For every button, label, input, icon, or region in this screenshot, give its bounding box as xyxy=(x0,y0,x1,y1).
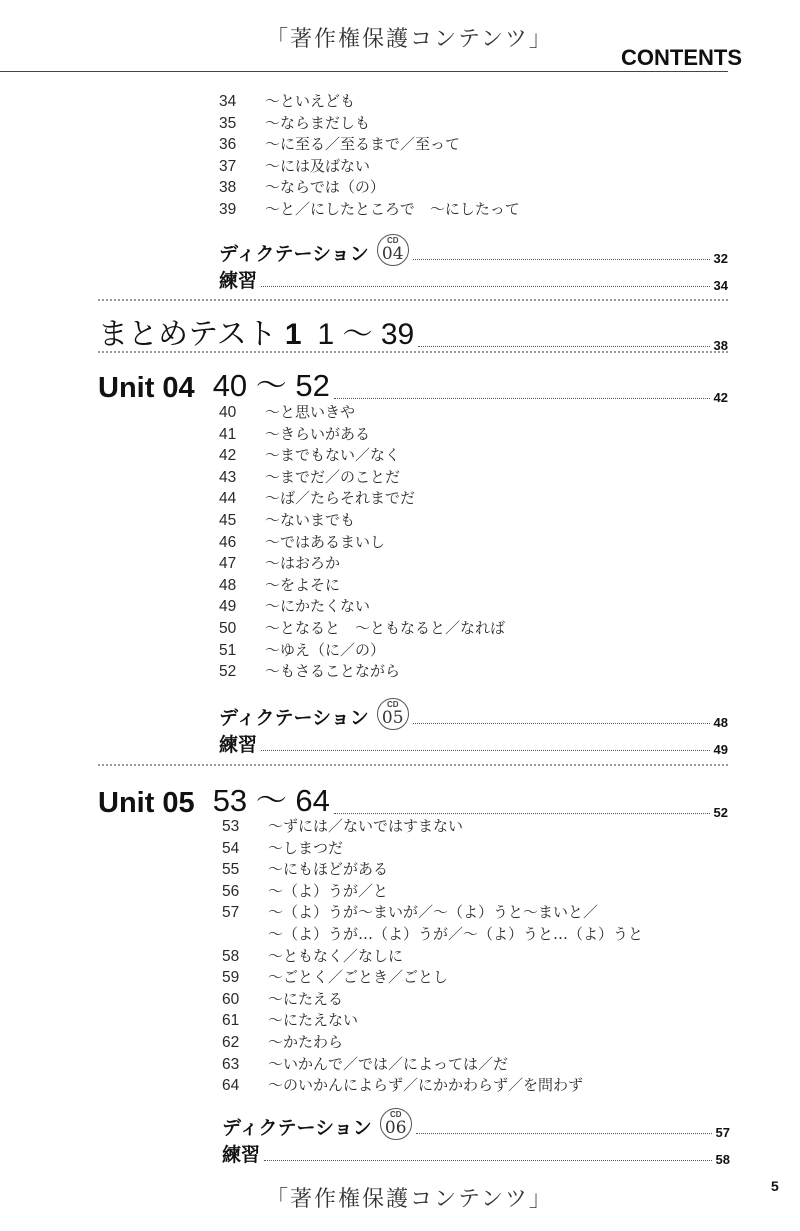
list-item: 61 〜にたえない xyxy=(222,1011,359,1030)
dot-leader xyxy=(413,723,710,724)
list-item: 57 〜（よ）うが〜まいが／〜（よ）うと〜まいと／ xyxy=(222,903,599,922)
dot-leader xyxy=(264,1160,712,1161)
dictation-entry-1[interactable] xyxy=(219,234,728,266)
page-ref: 34 xyxy=(713,278,728,293)
page-ref: 52 xyxy=(713,805,728,820)
list-item: 47 〜はおろか xyxy=(219,554,341,573)
list-item: 38 〜ならでは（の） xyxy=(219,178,385,197)
contents-title: CONTENTS xyxy=(621,45,742,70)
practice-label: 練習 xyxy=(219,734,258,756)
unit04-entry[interactable] xyxy=(98,360,728,405)
list-item-continuation: 〜（よ）うが…（よ）うが／〜（よ）うと…（よ）うと xyxy=(268,924,644,943)
list-item: 43 〜までだ／のことだ xyxy=(219,467,401,486)
watermark-bottom: 「著作権保護コンテンツ」 xyxy=(266,1187,553,1212)
list-item: 41 〜きらいがある xyxy=(219,424,371,443)
cd-icon: CD 04 xyxy=(377,234,409,266)
page-ref: 32 xyxy=(713,251,728,266)
dot-leader xyxy=(261,286,710,287)
page-ref: 38 xyxy=(713,338,728,353)
list-item: 37 〜には及ばない xyxy=(219,156,371,175)
practice-entry-3[interactable] xyxy=(222,1140,730,1167)
list-item: 48 〜をよそに xyxy=(219,575,341,594)
list-item: 56 〜（よ）うが／と xyxy=(222,881,389,900)
dictation-label: ディクテーション xyxy=(222,1117,372,1139)
dictation-entry-2[interactable] xyxy=(219,698,728,730)
dot-leader xyxy=(334,813,710,814)
page-ref: 58 xyxy=(715,1152,730,1167)
list-item: 55 〜にもほどがある xyxy=(222,860,389,879)
dot-leader xyxy=(261,750,710,751)
list-item: 35 〜ならまだしも xyxy=(219,113,371,132)
list-item: 50 〜となると 〜ともなると／なれば xyxy=(219,618,506,637)
list-item: 45 〜ないまでも xyxy=(219,510,356,529)
list-item: 44 〜ば／たらそれまでだ xyxy=(219,489,416,508)
practice-label: 練習 xyxy=(219,270,258,292)
cd-icon: CD 06 xyxy=(380,1108,412,1140)
unit05-entry[interactable] xyxy=(98,775,728,820)
list-item: 34 〜といえども xyxy=(219,92,356,110)
page-ref: 57 xyxy=(715,1125,730,1140)
dictation-label: ディクテーション xyxy=(219,707,369,729)
page-ref: 42 xyxy=(713,390,728,405)
group1-items xyxy=(219,91,520,221)
watermark-top: 「著作権保護コンテンツ」 xyxy=(266,27,553,52)
list-item: 49 〜にかたくない xyxy=(219,597,371,616)
dot-leader xyxy=(413,259,710,260)
dot-leader xyxy=(418,346,709,347)
practice-entry-2[interactable] xyxy=(219,730,728,757)
list-item: 59 〜ごとく／ごとき／ごとし xyxy=(222,968,449,987)
list-item: 64 〜のいかんによらず／にかかわらず／を問わず xyxy=(222,1076,584,1095)
list-item: 53 〜ずには／ないではすまない xyxy=(222,817,464,835)
page-ref: 48 xyxy=(713,715,728,730)
test-label: まとめテスト 1 1 〜 39 xyxy=(98,317,415,352)
unit-range: 40 〜 52 xyxy=(212,368,330,403)
list-item: 40 〜と思いきや xyxy=(219,403,356,421)
unit-label: Unit 05 xyxy=(98,787,195,819)
header-rule xyxy=(0,71,728,72)
unit05-items xyxy=(222,816,643,1097)
dot-leader xyxy=(416,1133,712,1134)
list-item: 63 〜いかんで／では／によっては／だ xyxy=(222,1054,509,1073)
page-ref: 49 xyxy=(713,742,728,757)
dot-leader xyxy=(334,398,710,399)
dictation-label: ディクテーション xyxy=(219,243,369,265)
dictation-entry-3[interactable] xyxy=(222,1108,730,1140)
list-item: 42 〜までもない／なく xyxy=(219,446,401,465)
section-separator xyxy=(98,351,728,353)
list-item: 52 〜もさることながら xyxy=(219,662,401,681)
unit-label: Unit 04 xyxy=(98,372,195,404)
list-item: 58 〜ともなく／なしに xyxy=(222,946,404,965)
section-separator xyxy=(98,299,728,301)
list-item: 39 〜と／にしたところで 〜にしたって xyxy=(219,199,520,218)
practice-label: 練習 xyxy=(222,1144,261,1166)
test-entry[interactable] xyxy=(98,309,728,353)
list-item: 62 〜かたわら xyxy=(222,1032,344,1051)
unit04-items xyxy=(219,402,505,683)
list-item: 46 〜ではあるまいし xyxy=(219,532,386,551)
list-item: 60 〜にたえる xyxy=(222,989,344,1008)
list-item: 54 〜しまつだ xyxy=(222,838,344,857)
list-item: 51 〜ゆえ（に／の） xyxy=(219,640,386,659)
section-separator xyxy=(98,764,728,766)
practice-entry-1[interactable] xyxy=(219,266,728,293)
cd-icon: CD 05 xyxy=(377,698,409,730)
unit-range: 53 〜 64 xyxy=(212,783,330,818)
list-item: 36 〜に至る／至るまで／至って xyxy=(219,135,461,154)
page-number: 5 xyxy=(771,1178,779,1194)
